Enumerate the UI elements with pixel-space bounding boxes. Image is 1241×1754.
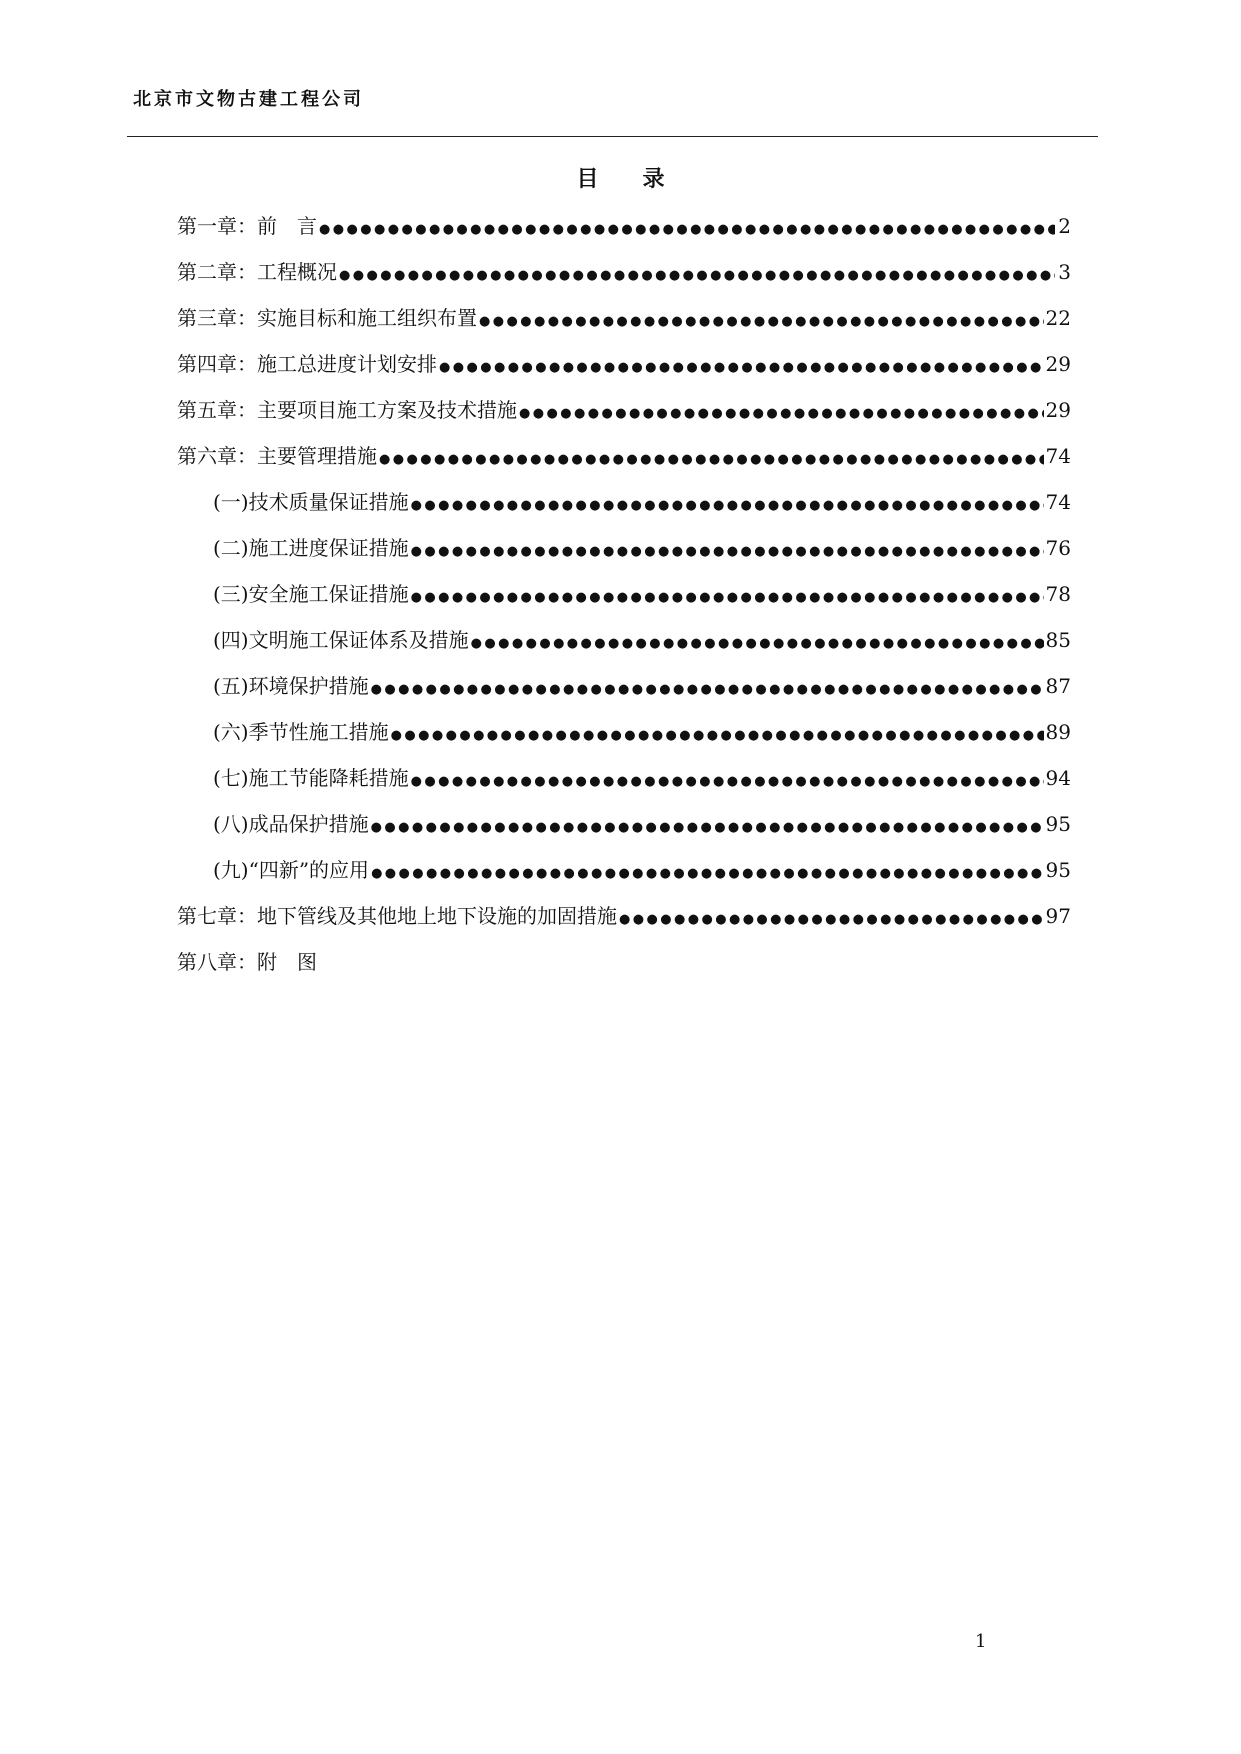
toc-entry-page: 95 [1045,858,1071,882]
toc-entry-page: 29 [1045,398,1071,422]
toc-entry-label: 第七章：地下管线及其他地上地下设施的加固措施 [177,904,617,928]
toc-dot-leader [411,536,1044,568]
toc-entry-label: 第五章：主要项目施工方案及技术措施 [177,398,517,422]
toc-dot-leader [379,444,1044,476]
toc-dot-leader [371,812,1044,844]
table-of-contents [177,210,1071,992]
header-divider [127,136,1098,137]
toc-entry-section-6-3[interactable] [177,578,1071,624]
toc-entry-page: 76 [1045,536,1071,560]
toc-dot-leader [519,398,1044,430]
toc-entry-section-6-1[interactable] [177,486,1071,532]
toc-entry-page: 94 [1045,766,1071,790]
toc-dot-leader [411,582,1044,614]
toc-entry-label: 第六章：主要管理措施 [177,444,377,468]
toc-entry-label: (九)“四新”的应用 [213,858,370,882]
toc-entry-page: 29 [1045,352,1071,376]
toc-dot-leader [479,306,1044,338]
toc-entry-label: (二)施工进度保证措施 [213,536,409,560]
toc-entry-chapter-5[interactable] [177,394,1071,440]
toc-entry-section-6-6[interactable] [177,716,1071,762]
toc-entry-chapter-6[interactable] [177,440,1071,486]
toc-entry-section-6-7[interactable] [177,762,1071,808]
toc-dot-leader [371,858,1043,890]
toc-entry-label: (七)施工节能降耗措施 [213,766,409,790]
toc-entry-label: (四)文明施工保证体系及措施 [213,628,469,652]
toc-title [0,164,1241,196]
toc-title-part2: 录 [642,167,665,192]
toc-entry-chapter-1[interactable] [177,210,1071,256]
toc-entry-chapter-8[interactable] [177,946,1071,992]
toc-entry-label: 第二章：工程概况 [177,260,337,284]
toc-dot-leader [411,766,1044,798]
toc-entry-section-6-2[interactable] [177,532,1071,578]
toc-dot-leader [471,628,1044,660]
toc-entry-section-6-9[interactable] [177,854,1071,900]
toc-entry-section-6-4[interactable] [177,624,1071,670]
toc-entry-label: (六)季节性施工措施 [213,720,389,744]
toc-entry-page: 85 [1045,628,1071,652]
toc-entry-page: 95 [1045,812,1071,836]
toc-entry-chapter-3[interactable] [177,302,1071,348]
toc-title-part1: 目 [576,167,599,192]
toc-entry-page: 74 [1045,490,1071,514]
toc-entry-label: (三)安全施工保证措施 [213,582,409,606]
toc-entry-chapter-2[interactable] [177,256,1071,302]
toc-dot-leader [411,490,1044,522]
toc-entry-label: (五)环境保护措施 [213,674,369,698]
page-number: 1 [975,1631,987,1652]
toc-entry-page: 78 [1045,582,1071,606]
toc-entry-page: 74 [1045,444,1071,468]
toc-dot-leader [439,352,1044,384]
toc-entry-chapter-4[interactable] [177,348,1071,394]
toc-entry-page: 22 [1045,306,1071,330]
toc-entry-section-6-5[interactable] [177,670,1071,716]
toc-entry-label: 第三章：实施目标和施工组织布置 [177,306,477,330]
toc-entry-label: 第一章：前 言 [177,214,317,238]
toc-entry-label: 第四章：施工总进度计划安排 [177,352,437,376]
toc-dot-leader [619,904,1044,936]
toc-entry-section-6-8[interactable] [177,808,1071,854]
company-header: 北京市文物古建工程公司 [133,89,364,110]
toc-entry-label: (八)成品保护措施 [213,812,369,836]
toc-entry-label: 第八章：附 图 [177,950,317,974]
toc-dot-leader [339,260,1055,292]
toc-entry-page: 89 [1045,720,1071,744]
toc-entry-page: 3 [1058,260,1071,284]
toc-entry-page: 2 [1058,214,1071,238]
toc-entry-chapter-7[interactable] [177,900,1071,946]
toc-entry-label: (一)技术质量保证措施 [213,490,409,514]
toc-dot-leader [391,720,1044,752]
toc-dot-leader [319,214,1055,246]
toc-entry-page: 87 [1045,674,1071,698]
toc-dot-leader [371,674,1044,706]
toc-entry-page: 97 [1045,904,1071,928]
